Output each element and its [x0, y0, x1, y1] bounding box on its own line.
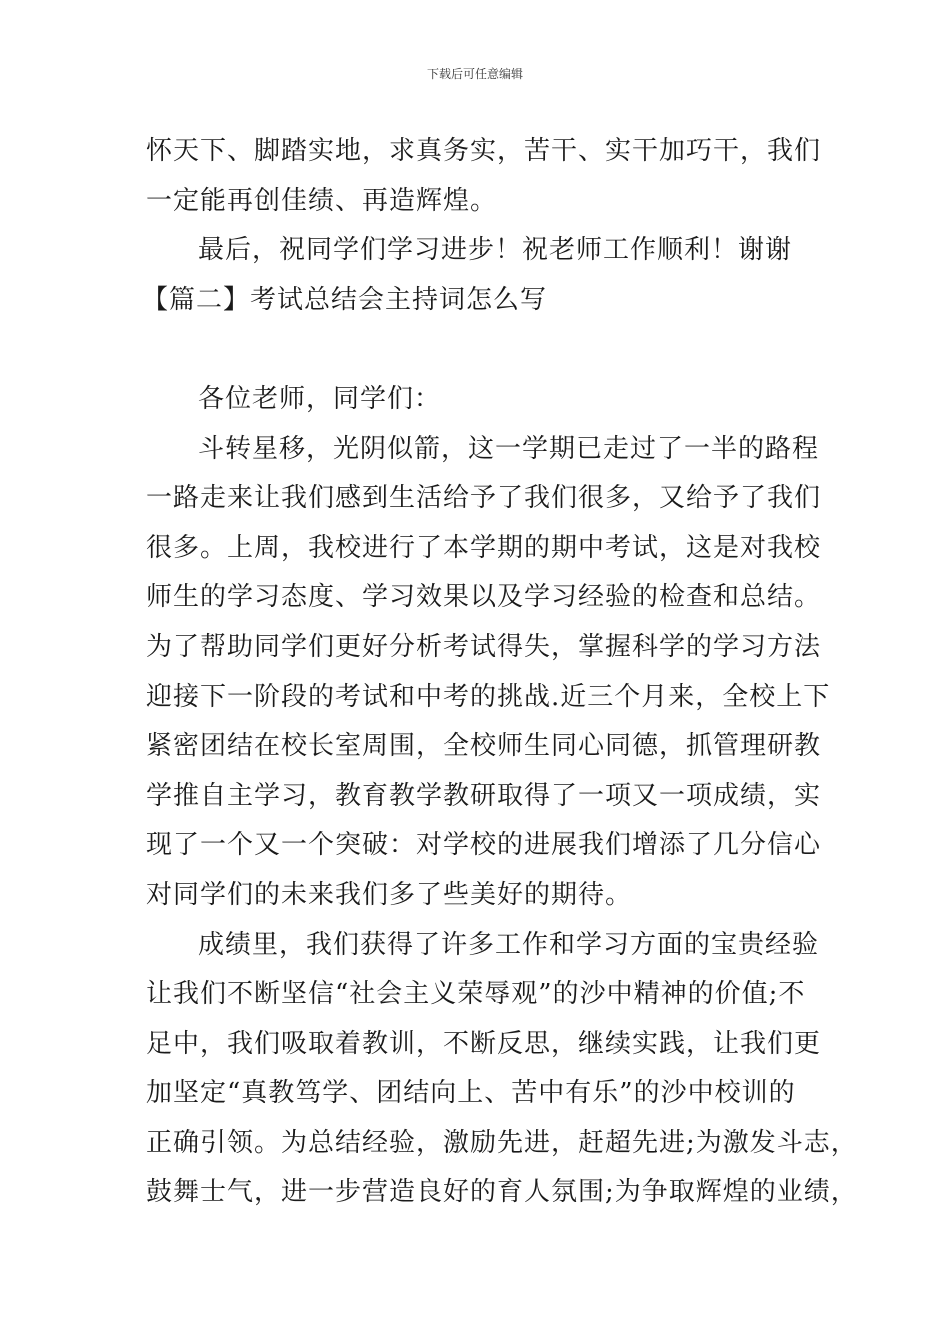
text-line: 很多。上周，我校进行了本学期的期中考试，这是对我校	[146, 532, 822, 563]
text-line: 对同学们的未来我们多了些美好的期待。	[146, 879, 633, 910]
text-line: 一定能再创佳绩、再造辉煌。	[146, 185, 498, 216]
text-line: 足中，我们吸取着教训，不断反思，继续实践，让我们更	[146, 1028, 822, 1059]
text-line: 正确引领。为总结经验，激励先进，赶超先进;为激发斗志，	[146, 1127, 858, 1158]
text-line: 让我们不断坚信“社会主义荣辱观”的沙中精神的价值;不	[146, 979, 806, 1010]
text-line: 斗转星移，光阴似箭，这一学期已走过了一半的路程	[198, 433, 820, 464]
section-heading: 【篇二】考试总结会主持词怎么写	[142, 284, 548, 315]
text-line: 怀天下、脚踏实地，求真务实，苦干、实干加巧干，我们	[146, 136, 822, 166]
text-line: 一路走来让我们感到生活给予了我们很多，又给予了我们	[146, 483, 822, 514]
text-line: 紧密团结在校长室周围，全校师生同心同德，抓管理研教	[146, 731, 822, 762]
page-header: 下载后可任意编辑	[426, 67, 523, 81]
document-body	[142, 127, 858, 1218]
text-line: 鼓舞士气，进一步营造良好的育人氛围;为争取辉煌的业绩，	[146, 1177, 858, 1208]
text-line: 师生的学习态度、学习效果以及学习经验的检查和总结。	[146, 582, 822, 613]
text-line: 学推自主学习，教育教学教研取得了一项又一项成绩，实	[146, 780, 822, 811]
blank-line	[146, 325, 836, 375]
text-line: 成绩里，我们获得了许多工作和学习方面的宝贵经验	[198, 929, 820, 960]
text-line: 加坚定“真教笃学、团结向上、苦中有乐”的沙中校训的	[146, 1078, 796, 1109]
text-line: 迎接下一阶段的考试和中考的挑战.近三个月来，全校上下	[146, 681, 831, 712]
text-line: 现了一个又一个突破：对学校的进展我们增添了几分信心	[146, 830, 822, 861]
text-line: 最后，祝同学们学习进步！祝老师工作顺利！谢谢	[198, 235, 793, 266]
salutation: 各位老师，同学们：	[198, 383, 442, 414]
text-line: 为了帮助同学们更好分析考试得失，掌握科学的学习方法	[146, 631, 822, 662]
